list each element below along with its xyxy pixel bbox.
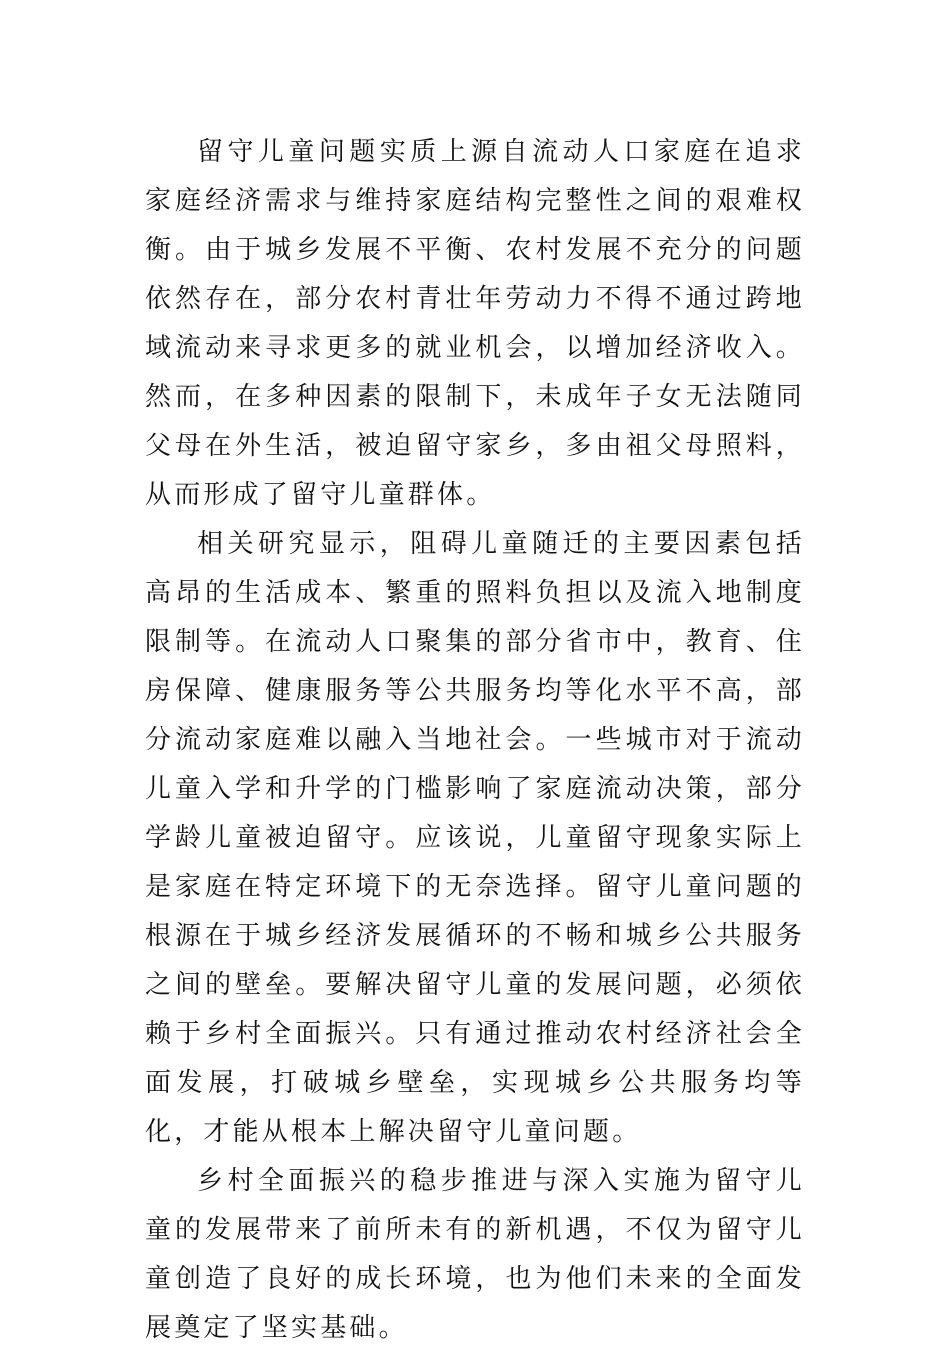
paragraph-1: 留守儿童问题实质上源自流动人口家庭在追求家庭经济需求与维持家庭结构完整性之间的艰难权衡。由于城乡发展不平衡、农村发展不充分的问题依然存在，部分农村青壮年劳动力不得不通过跨地域流动来寻求更多的就业机会，以增加经济收入。然而，在多种因素的限制下，未成年子女无法随同父母在外生活，被迫留守家乡，多由祖父母照料，从而形成了留守儿童群体。 — [145, 137, 805, 510]
paragraph-3: 乡村全面振兴的稳步推进与深入实施为留守儿童的发展带来了前所未有的新机遇，不仅为留守儿童创造了良好的成长环境，也为他们未来的全面发展奠定了坚实基础。 — [145, 1166, 805, 1343]
body-text — [145, 128, 805, 1353]
paragraph-2: 相关研究显示，阻碍儿童随迁的主要因素包括高昂的生活成本、繁重的照料负担以及流入地制度限制等。在流动人口聚集的部分省市中，教育、住房保障、健康服务等公共服务均等化水平不高，部分流动家庭难以融入当地社会。一些城市对于流动儿童入学和升学的门槛影响了家庭流动决策，部分学龄儿童被迫留守。应该说，儿童留守现象实际上是家庭在特定环境下的无奈选择。留守儿童问题的根源在于城乡经济发展循环的不畅和城乡公共服务之间的壁垒。要解决留守儿童的发展问题，必须依赖于乡村全面振兴。只有通过推动农村经济社会全面发展，打破城乡壁垒，实现城乡公共服务均等化，才能从根本上解决留守儿童问题。 — [145, 529, 805, 1147]
